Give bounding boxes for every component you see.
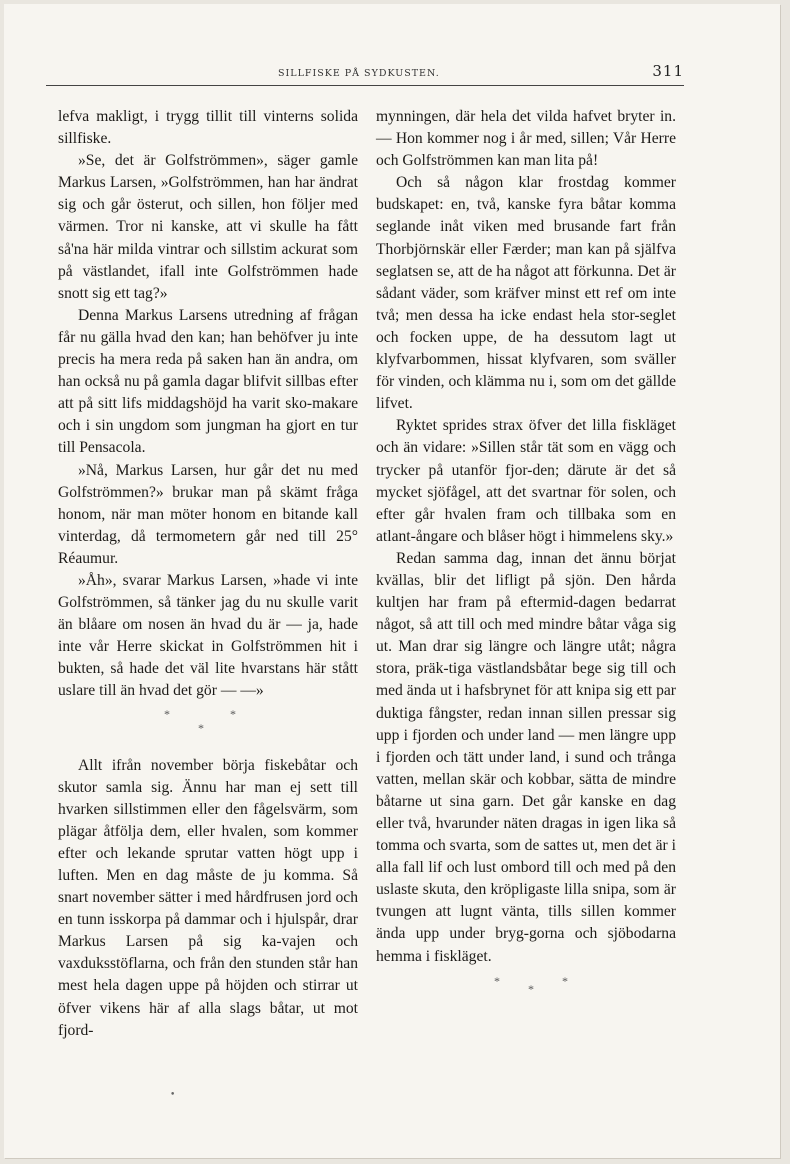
left-column [58,106,358,1042]
page-header [46,60,684,86]
paragraph: Och så någon klar frostdag kommer budskapet: en, två, kanske fyra båtar komma seglande inåt viken med brusande fart från Thorbjörnskär eller Færder; man kan på själfva seglatsen se, att de ha något att förkunna. Det är sådant väder, som kräfver minst ett ref om inte två; men dessa ha icke endast hela stor-seglet och focken uppe, de ha dessutom lagt ut klyfvarbommen, hissat klyfvaren, som sväller för vinden, och klämma nu i, som om det gällde lifvet. [376,174,676,413]
paragraph: mynningen, där hela det vilda hafvet bryter in. — Hon kommer nog i år med, sillen; Vår Herre och Golfströmmen kan man lita på! [376,108,676,170]
paragraph: »Se, det är Golfströmmen», säger gamle Markus Larsen, »Golfströmmen, han har ändrat sig och går österut, och sillen, hon följer med värmen. Tror ni kanske, att vi skulle ha fått så'na här milda vintrar och sillstim ackurat som på västlandet, ifall inte Golfströmmen hade snott sig ett tag?» [58,152,358,302]
running-head: SILLFISKE PÅ SYDKUSTEN. [278,68,440,79]
paragraph: Redan samma dag, innan det ännu börjat kvällas, blir det lifligt på sjön. Den hårda kultjen har fram på eftermid-dagen bedarrat något, så att till och med mindre båtar våga sig ut. Man drar sig längre och längre utåt; några stora, präk-tiga västlandsbåtar bege sig till och med ända ut i hafsbrynet för att knipa sig ett par duktiga fångster, redan innan sillen pressar sig upp i fjorden och under land — men längre upp i fjorden och tätt under land, i sund och trånga vatten, mellan skär och kobbar, sätta de mindre båtarne ut sina garn. Det går kanske en dag eller två, hvarunder näten dragas in igen lika så tomma och svarta, som de sattes ut, men det är i alla fall lif och lust ombord till och med på den uslaste skuta, den kröpligaste lilla snipa, som är tvungen att lugnt vänta, tills sillen kommer ända upp under bryg-gorna och sjöbodarna hemma i fiskläget. [376,549,676,965]
footer-mark: • [170,1090,176,1100]
paragraph: Ryktet sprides strax öfver det lilla fiskläget och än vidare: »Sillen står tät som en vägg och trycker på utanför fjor-den; därute är det så mycket sjöfågel, att det svartnar för solen, och efter går hvalen fram och tillbaka som en atlant-ångare och blåser högt i himmelens sky.» [376,417,676,545]
paragraph: »Nå, Markus Larsen, hur går det nu med Golfströmmen?» brukar man på skämt fråga honom, när man möter honom en bitande kall vinterdag, då termometern går ned till 25° Réaumur. [58,461,358,567]
paragraph: Denna Markus Larsens utredning af frågan får nu gälla hvad den kan; han behöfver ju inte precis ha mera reda på saken han än andra, om han också nu på gamla dagar blifvit sillbas efter att på sitt lifs middagshöjd ha varit sko-makare och i sin ungdom som jungman ha gjort en tur till Pensacola. [58,306,358,457]
asterisk: * [562,973,568,988]
right-column [376,106,676,998]
section-separator [58,703,358,745]
asterisk: * [198,720,204,735]
spacer [58,745,358,755]
asterisk: * [164,706,170,721]
paragraph: lefva makligt, i trygg tillit till vinterns solida sillfiske. [58,108,358,148]
header-rule [46,85,684,86]
asterisk: * [494,973,500,988]
page-number: 311 [652,62,684,80]
asterisk: * [230,706,236,721]
paragraph: »Åh», svarar Markus Larsen, »hade vi inte Golfströmmen, så tänker jag du nu skulle varit än blåare om nosen än hvad du är — ja, hade inte vår Herre skickat in Golfströmmen hit i bukten, så hade det väl lite hvarstans här stått uslare till än hvad det gör — —» [58,571,358,700]
book-page [4,4,780,1158]
paragraph: Allt ifrån november börja fiskebåtar och skutor samla sig. Ännu har man ej sett till hvarken sillstimmen eller den fågelsvärm, som plägar åtfölja dem, eller hvalen, som kommer efter och lekande sprutar vatten högt upp i luften. Men en dag måste de ju komma. Så snart november sätter i med hårdfrusen jord och en tunn isskorpa på dammar och i hjulspår, drar Markus Larsen på sig ka-vajen och vaxduksstöflarna, och från den stunden står han mest hela dagen uppe på höjden och stirrar ut öfver vikens här af alla slags båtar, ut mot fjord- [58,756,358,1039]
section-separator [376,968,676,998]
asterisk: * [528,981,534,996]
